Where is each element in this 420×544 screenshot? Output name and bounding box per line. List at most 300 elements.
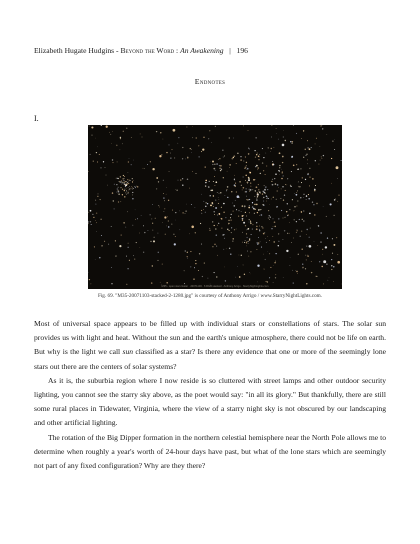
star (199, 156, 200, 157)
star (236, 192, 237, 193)
star (189, 233, 190, 234)
star (235, 277, 236, 278)
star (225, 195, 226, 196)
star (334, 215, 335, 216)
star (166, 226, 167, 227)
star (122, 182, 123, 183)
star (224, 155, 225, 156)
star (284, 230, 285, 231)
star (163, 193, 164, 194)
star (337, 178, 338, 179)
star (201, 213, 202, 214)
star (232, 241, 233, 242)
star (220, 170, 221, 171)
star (210, 190, 212, 192)
star (279, 167, 280, 168)
star (213, 181, 214, 182)
star (213, 195, 214, 196)
star (306, 199, 307, 200)
star (187, 258, 188, 259)
body-text (34, 317, 386, 473)
star (257, 194, 258, 195)
star (123, 182, 124, 183)
star (293, 125, 294, 126)
star (168, 200, 169, 201)
star (173, 129, 176, 132)
star (124, 176, 125, 177)
header-subtitle-prefix: : (174, 46, 181, 55)
star (95, 220, 96, 221)
star (88, 171, 89, 172)
star (258, 189, 259, 190)
star (121, 184, 122, 185)
star (162, 222, 163, 223)
star (262, 193, 263, 194)
star (260, 241, 261, 242)
star (270, 216, 271, 217)
star (255, 190, 256, 191)
star (144, 232, 145, 233)
star (285, 140, 286, 141)
star (313, 204, 314, 205)
star (263, 204, 264, 205)
star (234, 180, 235, 181)
star (297, 169, 298, 170)
star (245, 191, 247, 193)
star (99, 257, 100, 258)
star (127, 182, 128, 183)
star (120, 187, 121, 188)
star (293, 238, 294, 239)
star (135, 219, 136, 220)
star (169, 171, 170, 172)
star (275, 274, 276, 275)
star (152, 230, 153, 231)
star (293, 283, 294, 284)
star (95, 200, 96, 201)
star (300, 197, 301, 198)
star (291, 171, 292, 172)
star (191, 204, 192, 205)
star (260, 193, 261, 194)
star (331, 265, 332, 266)
star (118, 191, 119, 192)
star (331, 269, 332, 270)
star (101, 235, 102, 236)
star (90, 154, 91, 155)
star (116, 184, 117, 185)
star (319, 261, 320, 262)
star (245, 157, 246, 158)
star (318, 164, 319, 165)
star (293, 211, 294, 212)
star (315, 160, 316, 161)
star (278, 233, 279, 234)
star (336, 166, 339, 169)
star (259, 229, 260, 230)
star (112, 162, 113, 163)
star (230, 219, 231, 220)
star (330, 203, 332, 205)
star (287, 233, 288, 234)
star (241, 211, 242, 212)
star (239, 197, 240, 198)
star (278, 170, 279, 171)
star (204, 263, 205, 264)
star (193, 278, 194, 279)
star (249, 239, 250, 240)
star (283, 218, 284, 219)
star (223, 249, 224, 250)
star (101, 167, 102, 168)
star (88, 221, 89, 222)
star (130, 190, 131, 191)
star (229, 230, 230, 231)
star (270, 267, 271, 268)
star (205, 212, 206, 213)
star (128, 183, 129, 184)
star (294, 193, 295, 194)
star (320, 160, 321, 161)
star (194, 267, 195, 268)
star (172, 210, 173, 211)
star (272, 184, 274, 186)
emphasis-text: sun (122, 347, 134, 357)
star (214, 176, 215, 177)
star (280, 198, 281, 199)
star (210, 161, 211, 162)
star (263, 233, 265, 235)
star (268, 251, 269, 252)
star (273, 197, 274, 198)
star (221, 228, 222, 229)
star (101, 245, 102, 246)
star (95, 204, 96, 205)
star (110, 134, 111, 135)
star (139, 233, 140, 234)
paragraph-text: As it is, the suburbia region where I now reside is so cluttered with street lamps and other outdoor security lighting, you cannot see the starry sky above, as the poet would say: "in all its glory." But thankfully, there are still some rural places in Tidewater, Virginia, where the view of a starry night sky is not obscured by our landscaping and other artificial lighting. (34, 375, 386, 428)
star (114, 208, 115, 209)
star (271, 125, 272, 126)
star (290, 257, 291, 258)
star (305, 149, 306, 150)
star (311, 272, 312, 273)
star (300, 168, 301, 169)
star (298, 186, 299, 187)
star (158, 205, 159, 206)
star (239, 276, 241, 278)
star (157, 233, 158, 234)
star (244, 274, 245, 275)
star (292, 141, 293, 142)
star (233, 211, 234, 212)
star (209, 228, 210, 229)
star (247, 182, 249, 184)
star (112, 159, 113, 160)
star (214, 164, 215, 165)
star (252, 202, 253, 203)
star (247, 199, 248, 200)
header-subtitle: An Awakening (180, 46, 224, 55)
star (246, 199, 247, 200)
star (312, 202, 313, 203)
star (296, 271, 297, 272)
star (120, 138, 121, 139)
star (244, 168, 245, 169)
star (264, 269, 265, 270)
star (291, 156, 293, 158)
star (166, 187, 167, 188)
star (190, 148, 191, 149)
star (243, 222, 245, 224)
star (256, 199, 258, 201)
header-book-title: Beyond the Word (120, 46, 175, 55)
star (267, 189, 268, 190)
star (171, 157, 172, 158)
star (250, 272, 251, 273)
star (276, 206, 277, 207)
star (217, 255, 218, 256)
star (122, 183, 123, 184)
star (187, 157, 188, 158)
star (128, 247, 129, 248)
star (177, 143, 178, 144)
star (269, 277, 270, 278)
star (158, 181, 159, 182)
star (222, 234, 223, 235)
star (126, 191, 127, 192)
star (316, 276, 317, 277)
star (263, 157, 264, 158)
star (271, 228, 272, 229)
star (269, 215, 270, 216)
star (129, 158, 130, 159)
star (232, 158, 233, 159)
star (271, 148, 272, 149)
star (92, 135, 93, 136)
star (254, 150, 255, 151)
star (273, 218, 274, 219)
star (218, 159, 219, 160)
star (126, 128, 127, 129)
star (195, 260, 196, 261)
star (248, 130, 249, 131)
star (312, 178, 313, 179)
star (316, 138, 317, 139)
star (266, 198, 267, 199)
star (292, 199, 293, 200)
star (185, 159, 186, 160)
star (277, 184, 279, 186)
star (168, 226, 169, 227)
star (209, 230, 210, 231)
star (282, 186, 283, 187)
star (283, 277, 284, 278)
star (239, 210, 240, 211)
star (335, 199, 336, 200)
star (182, 178, 183, 179)
star (337, 201, 338, 202)
star (208, 138, 209, 139)
star (327, 237, 328, 238)
star (298, 181, 299, 182)
star (171, 149, 172, 150)
star (322, 125, 323, 126)
star (257, 169, 258, 170)
star (120, 176, 121, 177)
star (166, 194, 167, 195)
star (322, 249, 323, 250)
star (199, 253, 200, 254)
star (203, 137, 204, 138)
star (124, 189, 125, 190)
star (121, 180, 122, 181)
header-separator: | (223, 46, 237, 55)
star (258, 159, 259, 160)
star (117, 189, 118, 190)
star (217, 215, 218, 216)
star (305, 179, 306, 180)
star (229, 164, 230, 165)
star (212, 246, 213, 247)
star (198, 270, 199, 271)
star (246, 246, 247, 247)
star (307, 255, 308, 256)
star (136, 242, 137, 243)
star (299, 186, 300, 187)
star (156, 131, 157, 132)
star (233, 238, 234, 239)
star (290, 185, 291, 186)
star (314, 242, 315, 243)
star (128, 190, 129, 191)
star (236, 163, 237, 164)
star (293, 165, 295, 167)
star (123, 131, 124, 132)
star (133, 160, 134, 161)
star (217, 192, 218, 193)
star (112, 192, 113, 193)
star (164, 216, 166, 218)
star (244, 242, 245, 243)
star (156, 177, 158, 179)
star (254, 204, 255, 205)
star (311, 147, 312, 148)
star (118, 190, 119, 191)
star (304, 194, 305, 195)
star (242, 232, 243, 233)
star (256, 198, 257, 199)
star (297, 229, 298, 230)
star (248, 148, 249, 149)
star (249, 219, 250, 220)
star (223, 203, 225, 205)
star (205, 182, 206, 183)
star (179, 229, 180, 230)
star (250, 251, 251, 252)
star (216, 163, 218, 165)
star (119, 245, 121, 247)
star (212, 164, 213, 165)
star (97, 193, 98, 194)
star (96, 231, 97, 232)
star (170, 158, 171, 159)
star (174, 157, 175, 158)
star (255, 166, 256, 167)
star (283, 136, 284, 137)
star (164, 211, 165, 212)
star (276, 133, 277, 134)
star (113, 200, 114, 201)
star (265, 259, 266, 260)
star (296, 133, 297, 134)
star (217, 225, 218, 226)
star (128, 161, 129, 162)
star (252, 206, 253, 207)
star (214, 272, 215, 273)
star (101, 125, 102, 126)
star (184, 283, 185, 284)
star (155, 218, 156, 219)
star (236, 229, 237, 230)
star (309, 148, 311, 150)
star (205, 186, 206, 187)
star (171, 223, 172, 224)
star (132, 194, 133, 195)
star (245, 167, 246, 168)
star (235, 183, 236, 184)
star (163, 139, 164, 140)
star (143, 225, 144, 226)
star (111, 267, 112, 268)
star (321, 156, 322, 157)
star (246, 216, 247, 217)
star (94, 246, 95, 247)
star-cluster-photo (88, 125, 342, 289)
star (275, 261, 276, 262)
star (96, 222, 97, 223)
star (257, 196, 258, 197)
star (323, 155, 324, 156)
star (275, 173, 276, 174)
star (125, 193, 126, 194)
star (100, 199, 101, 200)
star (261, 247, 262, 248)
star (116, 178, 117, 179)
star (206, 202, 207, 203)
star (249, 189, 250, 190)
star (233, 157, 234, 158)
star (275, 183, 277, 185)
star (201, 194, 202, 195)
star (219, 193, 220, 194)
star (219, 167, 221, 169)
star (173, 234, 174, 235)
star (250, 183, 251, 184)
star (184, 270, 185, 271)
star (307, 163, 308, 164)
star (219, 199, 220, 200)
star (229, 167, 230, 168)
star (266, 165, 267, 166)
star (111, 143, 112, 144)
star (185, 213, 186, 214)
star (249, 148, 250, 149)
star (190, 251, 191, 252)
star (125, 227, 126, 228)
star (118, 201, 119, 202)
star (116, 192, 117, 193)
